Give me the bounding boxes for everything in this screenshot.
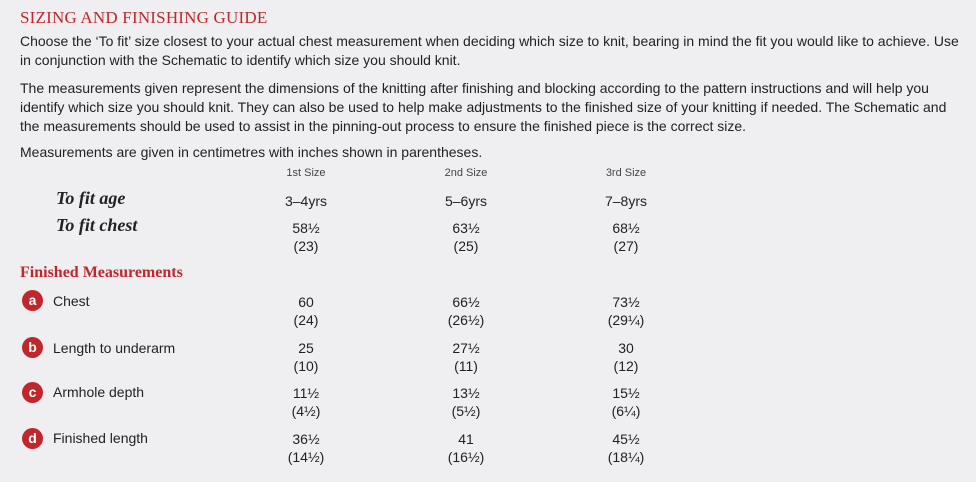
armhole-depth-inches-3: (6¼) — [611, 403, 641, 419]
chest-size-3: 73½ — [612, 294, 640, 310]
finished-length-size-2: 41 — [458, 431, 474, 447]
fit-age-label: To fit age — [56, 188, 126, 208]
length-underarm-size-3: 30 — [618, 340, 634, 356]
length-underarm-label: Length to underarm — [53, 340, 176, 356]
armhole-depth-size-2: 13½ — [452, 385, 480, 401]
chest-size-1: 60 — [298, 294, 314, 310]
length-underarm-inches-2: (11) — [454, 358, 478, 374]
fit-chest-inches-1: (23) — [293, 238, 319, 254]
size-header-1: 1st Size — [286, 167, 326, 179]
armhole-depth-size-3: 15½ — [612, 385, 640, 401]
intro-paragraph: Choose the ‘To fit’ size closest to your actual chest measurement when deciding which size to knit, bearing in mind the fit you would like to achieve. Use in conjunction with the Schematic to identify which size you should knit. — [20, 33, 959, 68]
length-underarm-size-1: 25 — [298, 340, 314, 356]
fit-chest-size-1: 58½ — [292, 220, 320, 236]
length-underarm-inches-3: (12) — [613, 358, 639, 374]
badge-c-icon: c — [22, 382, 43, 403]
size-header-2: 2nd Size — [444, 167, 488, 179]
finished-length-inches-1: (14½) — [287, 449, 325, 465]
finished-length-size-1: 36½ — [292, 431, 320, 447]
size-header-3: 3rd Size — [605, 167, 647, 179]
fit-age-size-3: 7–8yrs — [604, 193, 648, 209]
armhole-depth-size-1: 11½ — [292, 385, 320, 401]
fit-chest-size-3: 68½ — [612, 220, 640, 236]
units-note: Measurements are given in centimetres with inches shown in parentheses. — [20, 144, 483, 160]
armhole-depth-inches-2: (5½) — [451, 403, 481, 419]
chest-inches-2: (26½) — [447, 312, 485, 328]
measurements-paragraph: The measurements given represent the dimensions of the knitting after finishing and blocking according to the pattern instructions and will help you identify which size you should knit. They can also be used to help make adjustments to the finished size of your knitting if needed. The Schematic and the measurements should be used to assist in the pinning-out process to ensure the finished piece is the correct size. — [20, 80, 947, 134]
armhole-depth-label: Armhole depth — [53, 384, 145, 400]
finished-length-inches-2: (16½) — [447, 449, 485, 465]
finished-length-size-3: 45½ — [612, 431, 640, 447]
finished-length-inches-3: (18¼) — [607, 449, 645, 465]
chest-inches-3: (29¼) — [607, 312, 645, 328]
guide-title: SIZING AND FINISHING GUIDE — [20, 8, 268, 27]
finished-measurements-heading: Finished Measurements — [20, 264, 183, 281]
chest-inches-1: (24) — [293, 312, 319, 328]
armhole-depth-inches-1: (4½) — [291, 403, 321, 419]
chest-size-2: 66½ — [452, 294, 480, 310]
fit-chest-inches-3: (27) — [613, 238, 639, 254]
fit-age-size-1: 3–4yrs — [284, 193, 328, 209]
badge-a-icon: a — [22, 290, 43, 311]
badge-d-icon: d — [22, 428, 43, 449]
badge-b-icon: b — [22, 337, 43, 358]
fit-chest-size-2: 63½ — [452, 220, 480, 236]
fit-chest-label: To fit chest — [56, 215, 138, 235]
chest-label: Chest — [53, 293, 90, 309]
length-underarm-inches-1: (10) — [293, 358, 319, 374]
length-underarm-size-2: 27½ — [452, 340, 480, 356]
fit-chest-inches-2: (25) — [453, 238, 479, 254]
finished-length-label: Finished length — [53, 430, 148, 446]
fit-age-size-2: 5–6yrs — [444, 193, 488, 209]
